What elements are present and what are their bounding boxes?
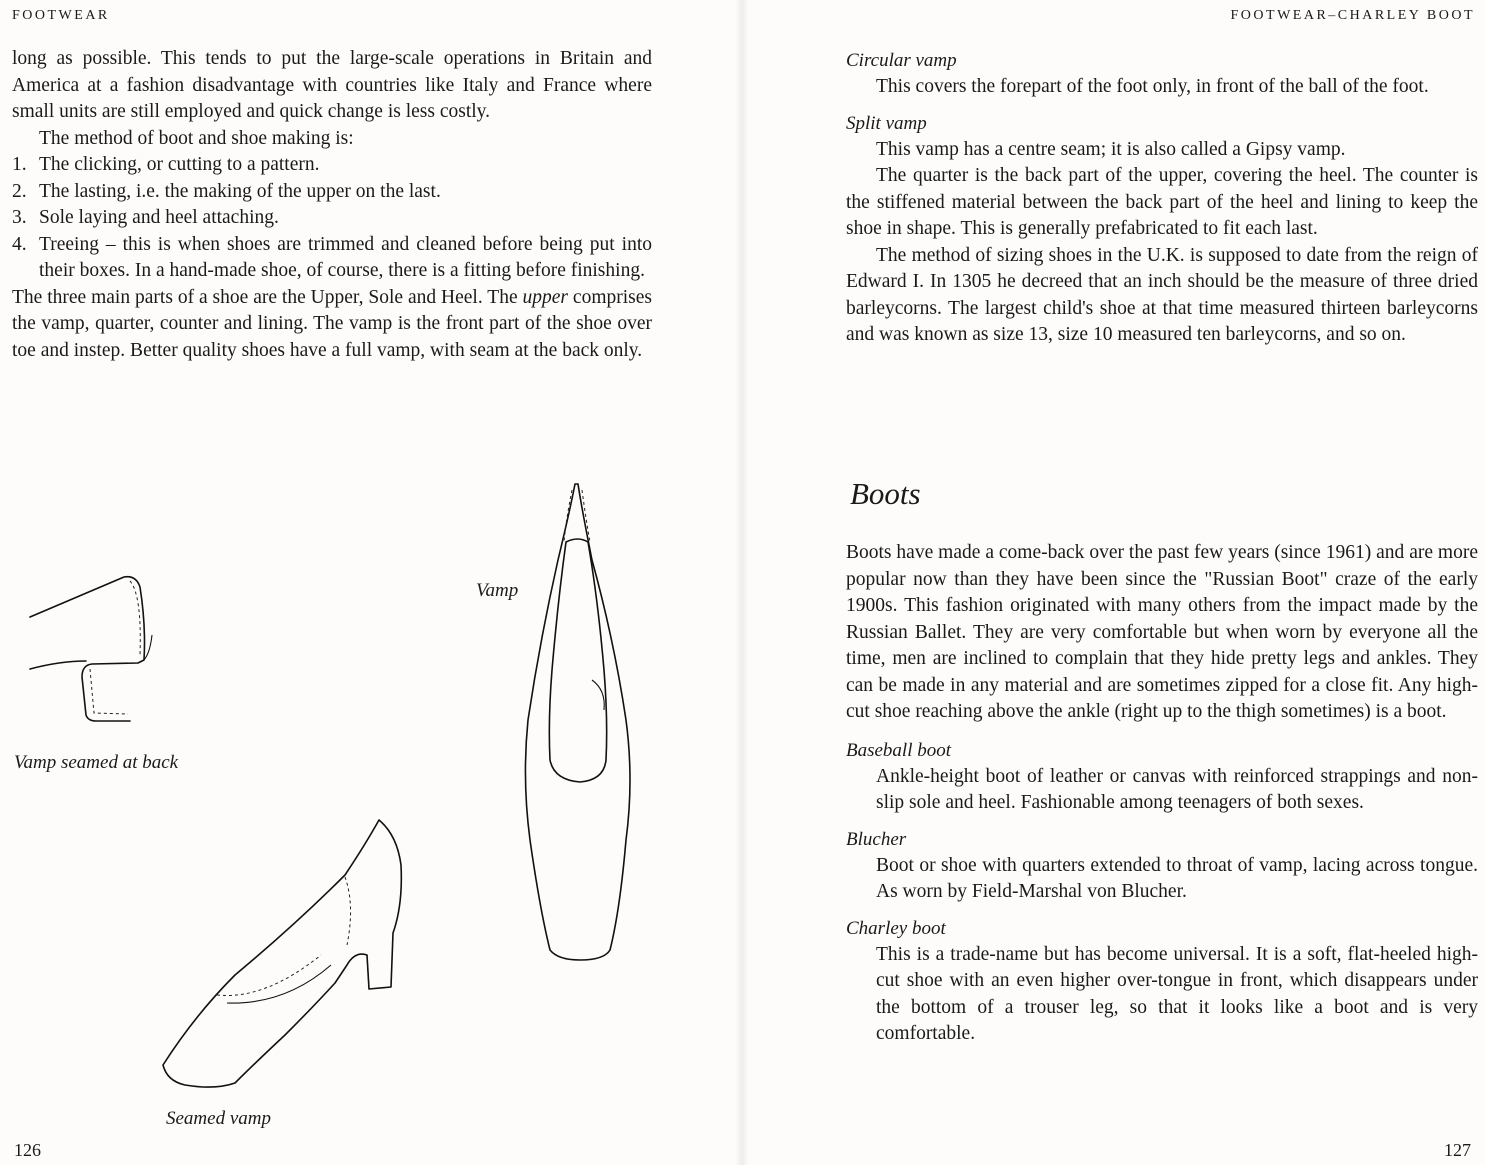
step-number: 3. bbox=[12, 207, 27, 228]
entry-term: Baseball boot bbox=[846, 739, 952, 761]
sizing-paragraph: The method of sizing shoes in the U.K. is supposed to date from the reign of Edward I. In 1305 he decreed that an inch should be the measure of three dried barleycorns. The largest child's shoe at that time measured thirteen barleycorns and was known as size 13, size 10 measured ten barleycorns, and so on. bbox=[846, 244, 1478, 345]
list-item bbox=[12, 152, 652, 179]
vamp-seamed-at-back-illustration bbox=[20, 565, 160, 730]
vamp-top-view-illustration bbox=[520, 480, 645, 965]
seamed-vamp-illustration bbox=[155, 815, 415, 1095]
right-top-text bbox=[846, 48, 1478, 349]
step-text: The lasting, i.e. the making of the upper on the last. bbox=[39, 180, 441, 202]
right-page bbox=[742, 0, 1485, 1165]
entry-term: Split vamp bbox=[846, 112, 927, 134]
running-head-left: FOOTWEAR bbox=[12, 8, 110, 23]
section-heading-boots: Boots bbox=[850, 476, 921, 511]
entry-term: Blucher bbox=[846, 828, 907, 850]
glossary-entry bbox=[846, 827, 1478, 906]
glossary-entry bbox=[846, 48, 1478, 101]
entry-definition: Boot or shoe with quarters extended to throat of vamp, lacing across tongue. As worn by Field-Marshal von Blucher. bbox=[876, 854, 1478, 902]
shoe-parts-paragraph bbox=[12, 285, 652, 365]
step-number: 4. bbox=[12, 233, 27, 255]
caption-vamp: Vamp bbox=[476, 580, 519, 601]
list-item bbox=[12, 205, 652, 232]
left-body-text bbox=[12, 46, 652, 364]
page-number-right: 127 bbox=[1444, 1140, 1471, 1160]
parts-text-start: The three main parts of a shoe are the Upper, Sole and Heel. The bbox=[12, 286, 523, 308]
entry-definition: This is a trade-name but has become universal. It is a soft, flat-heeled high-cut shoe with an even higher over-tongue in front, which disappears under the bottom of a trouser leg, so that it looks like a boot and is very comfortable. bbox=[876, 943, 1478, 1044]
parts-text-end: comprises the vamp, quarter, counter and lining. The vamp is the front part of the shoe over toe and instep. Better quality shoes have a full vamp, with seam at the back only. bbox=[12, 286, 652, 361]
running-head-right: FOOTWEAR–CHARLEY BOOT bbox=[1230, 8, 1475, 23]
entry-definition: This covers the forepart of the foot only, in front of the ball of the foot. bbox=[876, 76, 1429, 97]
entry-term: Charley boot bbox=[846, 917, 946, 939]
glossary-entry bbox=[846, 738, 1478, 817]
caption-seamed-vamp: Seamed vamp bbox=[166, 1108, 271, 1129]
list-item bbox=[12, 232, 652, 285]
entry-term: Circular vamp bbox=[846, 50, 957, 71]
upper-term: upper bbox=[522, 286, 569, 308]
opening-paragraph: long as possible. This tends to put the large-scale operations in Britain and America at a fashion disadvantage with countries like Italy and France where small units are still employed and quick change is less costly. bbox=[12, 48, 652, 122]
right-bottom-text bbox=[846, 540, 1478, 1048]
quarter-paragraph: The quarter is the back part of the upper, covering the heel. The counter is the stiffened material between the back part of the heel and lining to keep the shoe in shape. This is generally prefabricated to fit each last. bbox=[846, 165, 1478, 239]
step-text: The clicking, or cutting to a pattern. bbox=[39, 154, 320, 175]
glossary-entry bbox=[846, 916, 1478, 1048]
caption-vamp-seamed-at-back: Vamp seamed at back bbox=[14, 752, 179, 773]
left-page bbox=[0, 0, 742, 1165]
page-number-left: 126 bbox=[14, 1140, 41, 1160]
glossary-entry bbox=[846, 111, 1478, 164]
entry-definition: This vamp has a centre seam; it is also called a Gipsy vamp. bbox=[876, 138, 1346, 160]
boots-paragraph: Boots have made a come-back over the past few years (since 1961) and are more popular now than they have been since the "Russian Boot" craze of the early 1900s. This fashion originated with many others from the impact made by the Russian Ballet. They are very comfortable but when worn by everyone all the time, men are inclined to complain that they hide pretty legs and ankles. They can be made in any material and are sometimes zipped for a close fit. Any high-cut shoe reaching above the ankle (right up to the thigh sometimes) is a boot. bbox=[846, 542, 1478, 722]
step-number: 2. bbox=[12, 180, 27, 202]
step-number: 1. bbox=[12, 154, 27, 175]
step-text: Sole laying and heel attaching. bbox=[39, 207, 279, 228]
list-item bbox=[12, 179, 652, 206]
method-intro: The method of boot and shoe making is: bbox=[39, 127, 354, 149]
step-text: Treeing – this is when shoes are trimmed and cleaned before being put into their boxes. In a hand-made shoe, of course, there is a fitting before finishing. bbox=[39, 233, 652, 281]
method-steps-list bbox=[12, 152, 652, 285]
entry-definition: Ankle-height boot of leather or canvas with reinforced strappings and non-slip sole and heel. Fashionable among teenagers of both sexes. bbox=[876, 765, 1478, 813]
